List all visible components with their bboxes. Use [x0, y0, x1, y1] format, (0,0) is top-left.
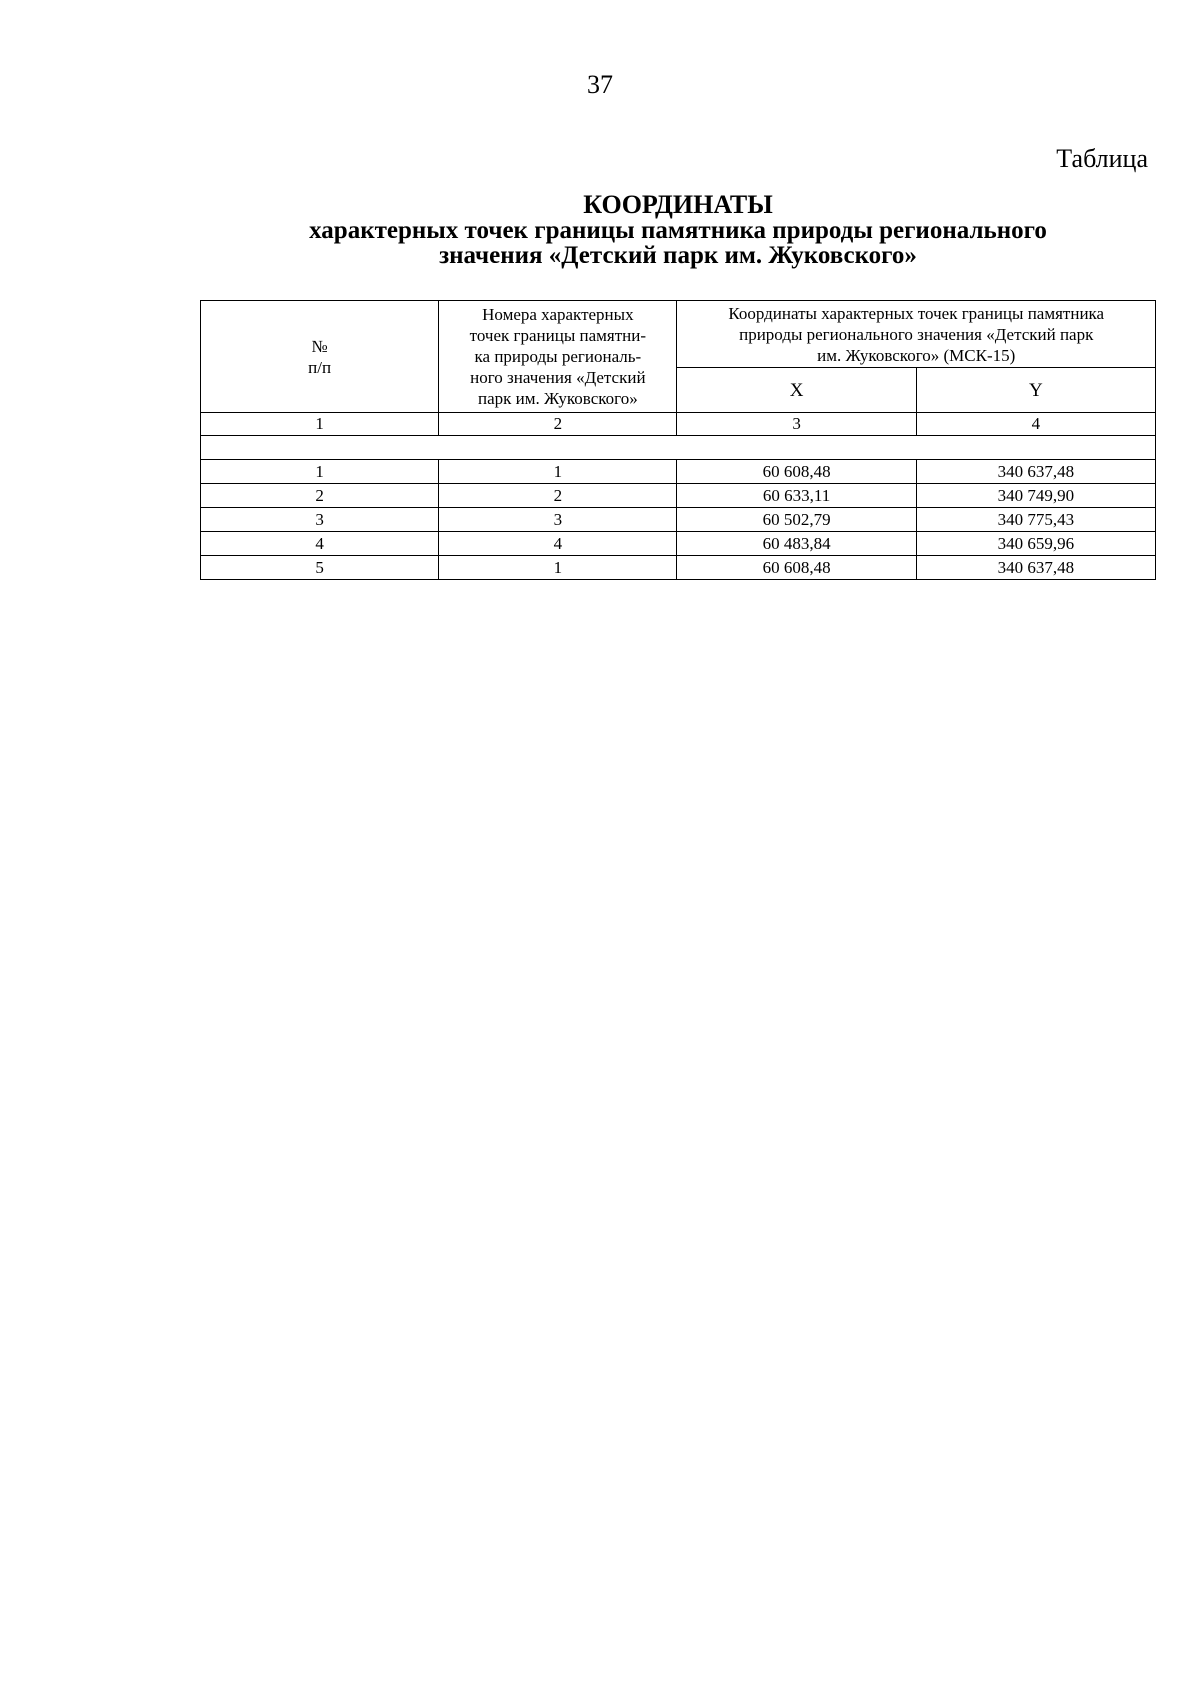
header-points-line-3: ка природы региональ-: [474, 347, 642, 366]
header-x: X: [677, 368, 916, 413]
header-number-line-2: п/п: [308, 357, 332, 377]
header-points-line-1: Номера характерных: [482, 305, 634, 324]
header-number: [201, 301, 439, 413]
header-coordinates-line-3: им. Жуковского» (МСК-15): [817, 345, 1016, 365]
title-line-1: характерных точек границы памятника природы регионального: [309, 217, 1047, 244]
table-row: [201, 460, 1156, 484]
table-header-row: [201, 301, 1156, 368]
point-number: 2: [439, 484, 677, 508]
column-number: 3: [677, 413, 916, 436]
table-row: [201, 556, 1156, 580]
x-coordinate: 60 633,11: [677, 484, 916, 508]
x-coordinate: 60 608,48: [677, 460, 916, 484]
y-coordinate: 340 637,48: [916, 460, 1155, 484]
title-main: КООРДИНАТЫ: [583, 190, 773, 219]
point-number: 1: [439, 460, 677, 484]
document-title: [200, 192, 1156, 268]
empty-cell: [201, 436, 1156, 460]
y-coordinate: 340 659,96: [916, 532, 1155, 556]
point-number: 4: [439, 532, 677, 556]
empty-row: [201, 436, 1156, 460]
table-row: [201, 508, 1156, 532]
column-number-row: [201, 413, 1156, 436]
table-label: Таблица: [1056, 144, 1148, 173]
header-coordinates-line-2: природы регионального значения «Детский парк: [739, 324, 1094, 344]
row-number: 3: [201, 508, 439, 532]
x-coordinate: 60 502,79: [677, 508, 916, 532]
point-number: 1: [439, 556, 677, 580]
y-coordinate: 340 637,48: [916, 556, 1155, 580]
header-points-line-2: точек границы памятни-: [469, 326, 647, 345]
column-number: 4: [916, 413, 1155, 436]
header-coordinates: [677, 301, 1156, 368]
row-number: 5: [201, 556, 439, 580]
page-number: 37: [587, 70, 613, 99]
header-y: Y: [916, 368, 1155, 413]
column-number: 2: [439, 413, 677, 436]
header-points-line-5: парк им. Жуковского»: [477, 389, 638, 408]
title-line-2: значения «Детский парк им. Жуковского»: [439, 242, 917, 269]
row-number: 4: [201, 532, 439, 556]
header-number-line-1: №: [311, 336, 328, 356]
y-coordinate: 340 775,43: [916, 508, 1155, 532]
header-coordinates-line-1: Координаты характерных точек границы памятника: [728, 303, 1105, 323]
column-number: 1: [201, 413, 439, 436]
x-coordinate: 60 483,84: [677, 532, 916, 556]
header-points: [439, 301, 677, 413]
table-row: [201, 484, 1156, 508]
row-number: 1: [201, 460, 439, 484]
header-points-line-4: ного значения «Детский: [470, 368, 646, 387]
x-coordinate: 60 608,48: [677, 556, 916, 580]
y-coordinate: 340 749,90: [916, 484, 1155, 508]
table-row: [201, 532, 1156, 556]
point-number: 3: [439, 508, 677, 532]
coordinates-table: [200, 300, 1156, 580]
row-number: 2: [201, 484, 439, 508]
